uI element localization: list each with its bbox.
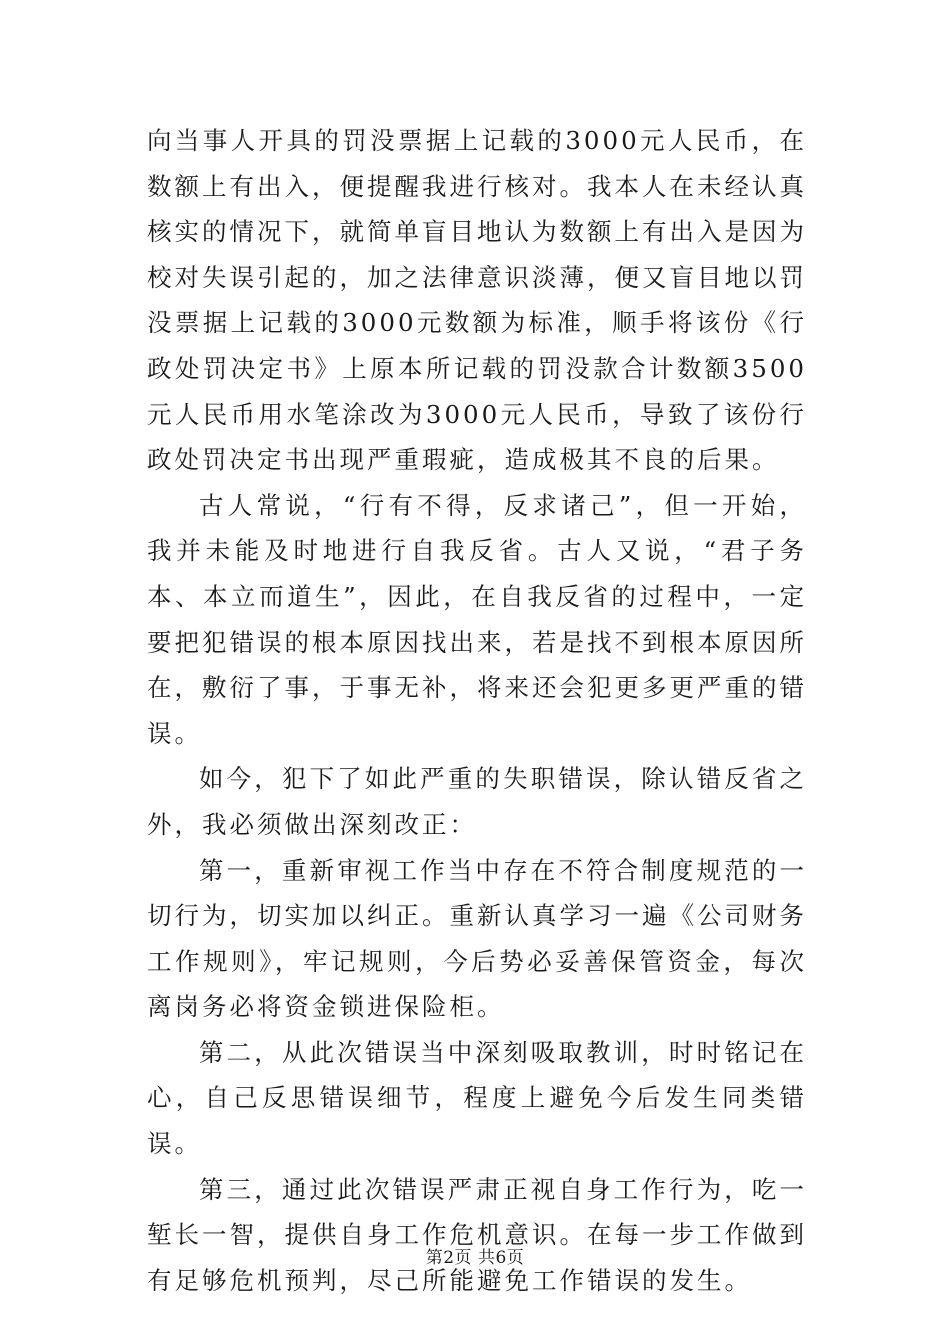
- page-number-footer: 第2页 共6页: [425, 1248, 525, 1268]
- document-body: [147, 118, 807, 1303]
- paragraph-correction-intro: 如今，犯下了如此严重的失职错误，除认错反省之外，我必须做出深刻改正：: [147, 764, 807, 839]
- paragraph-point-three: 第三，通过此次错误严肃正视自身工作行为，吃一堑长一智，提供自身工作危机意识。在每一步工作做到有足够危机预判，尽己所能避免工作错误的发生。: [147, 1174, 807, 1295]
- paragraph-continued: 向当事人开具的罚没票据上记载的3000元人民币，在数额上有出入，便提醒我进行核对。我本人在未经认真核实的情况下，就简单盲目地认为数额上有出入是因为校对失误引起的，加之法律意识淡薄，便又盲目地以罚没票据上记载的3000元数额为标准，顺手将该份《行政处罚决定书》上原本所记载的罚没款合计数额3500元人民币用水笔涂改为3000元人民币，导致了该份行政处罚决定书出现严重瑕疵，造成极其不良的后果。: [147, 126, 807, 475]
- paragraph-point-two: 第二，从此次错误当中深刻吸取教训，时时铭记在心，自己反思错误细节，程度上避免今后发生同类错误。: [147, 1037, 807, 1159]
- paragraph-point-one: 第一，重新审视工作当中存在不符合制度规范的一切行为，切实加以纠正。重新认真学习一遍《公司财务工作规则》，牢记规则，今后势必妥善保管资金，每次离岗务必将资金锁进保险柜。: [147, 855, 807, 1022]
- paragraph-self-reflection: 古人常说，“行有不得，反求诸己”，但一开始，我并未能及时地进行自我反省。古人又说，“君子务本、本立而道生”，因此，在自我反省的过程中，一定要把犯错误的根本原因找出来，若是找不到根本原因所在，敷衍了事，于事无补，将来还会犯更多更严重的错误。: [147, 490, 807, 748]
